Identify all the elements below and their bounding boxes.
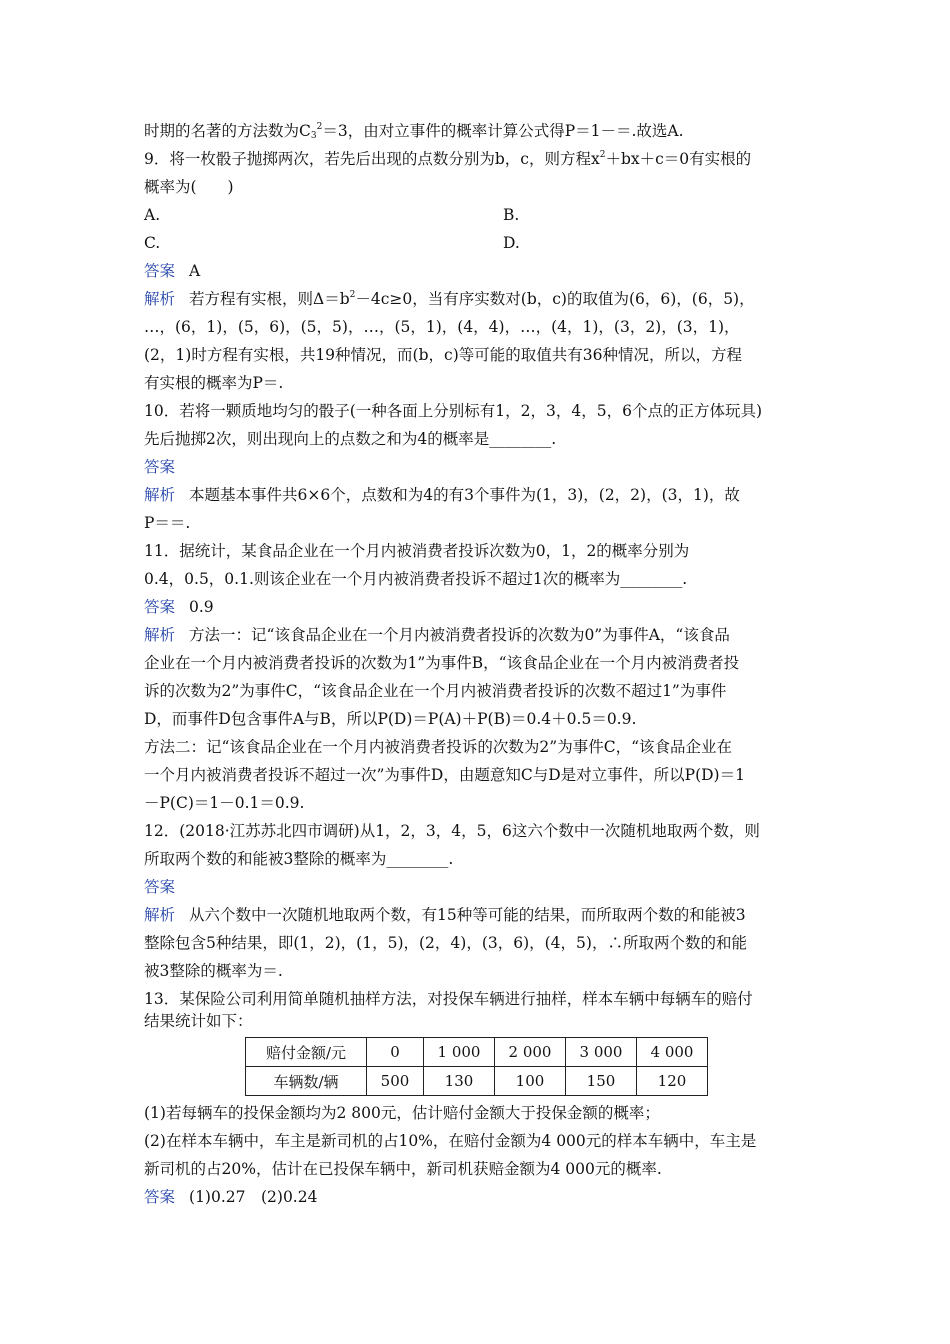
table-cell: 2 000: [495, 1038, 566, 1067]
question-13-cont: 结果统计如下：: [144, 1012, 253, 1030]
text-line: (2，1)时方程有实根，共19种情况，而(b，c)等可能的取值共有36种情况，所以，方程: [144, 346, 742, 364]
answer-12: [144, 877, 189, 897]
table-cell: 4 000: [637, 1038, 708, 1067]
text-line: －P(C)＝1－0.1＝0.9.: [144, 794, 305, 812]
text-line: 整除包含5种结果，即(1，2)，(1，5)，(2，4)，(3，6)，(4，5)，∴所取两个数的和能: [144, 934, 747, 952]
text-line: 新司机的占20%，估计在已投保车辆中，新司机获赔金额为4 000元的概率.: [144, 1160, 662, 1178]
analysis-label: 解析: [144, 486, 176, 504]
table-cell: 赔付金额/元: [246, 1038, 367, 1067]
table-cell: 车辆数/辆: [246, 1067, 367, 1096]
text-line: D，而事件D包含事件A与B，所以P(D)＝P(A)＋P(B)＝0.4＋0.5＝0.9.: [144, 710, 637, 728]
text-line: 时期的名著的方法数为$C_3^2=3$，由对立事件的概率计算公式得P＝1－＝.故选A.: [144, 122, 684, 141]
text-line: 诉的次数为2”为事件C，“该食品企业在一个月内被消费者投诉的次数不超过1”为事件: [144, 682, 727, 700]
question-9-cont: 概率为( ): [144, 178, 234, 196]
answer-label: 答案: [144, 262, 176, 280]
table-cell: 3 000: [566, 1038, 637, 1067]
table-cell: 500: [367, 1067, 424, 1096]
answer-label: 答案: [144, 598, 176, 616]
table-cell: 150: [566, 1067, 637, 1096]
answer-10: [144, 457, 189, 477]
text-line: 被3整除的概率为＝.: [144, 962, 283, 980]
question-13: 13．某保险公司利用简单随机抽样方法，对投保车辆进行抽样，样本车辆中每辆车的赔付: [144, 990, 753, 1008]
question-12-cont: 所取两个数的和能被3整除的概率为________.: [144, 850, 454, 868]
question-10: 10．若将一颗质地均匀的骰子(一种各面上分别标有1，2，3，4，5，6个点的正方体玩具): [144, 402, 762, 420]
text-line: 方法二：记“该食品企业在一个月内被消费者投诉的次数为2”为事件C，“该食品企业在: [144, 738, 732, 756]
option-d: D.: [503, 234, 520, 252]
table-row: [246, 1038, 708, 1067]
text-line: P＝＝.: [144, 514, 191, 532]
analysis-label: 解析: [144, 906, 176, 924]
payout-table: [245, 1037, 708, 1096]
table-cell: 120: [637, 1067, 708, 1096]
question-13-part-1: (1)若每辆车的投保金额均为2 800元，估计赔付金额大于投保金额的概率；: [144, 1104, 660, 1122]
option-b: B.: [503, 206, 520, 224]
table-cell: 0: [367, 1038, 424, 1067]
question-11: 11．据统计，某食品企业在一个月内被消费者投诉次数为0，1，2的概率分别为: [144, 542, 690, 560]
analysis-label: 解析: [144, 626, 176, 644]
analysis-11: 解析 方法一：记“该食品企业在一个月内被消费者投诉的次数为0”为事件A，“该食品: [144, 626, 730, 644]
question-12: 12．(2018·江苏苏北四市调研)从1，2，3，4，5，6这六个数中一次随机地取两个数，则: [144, 822, 760, 840]
analysis-12: 解析 从六个数中一次随机地取两个数，有15种等可能的结果，而所取两个数的和能被3: [144, 906, 746, 924]
answer-label: 答案: [144, 458, 176, 476]
table-row: [246, 1067, 708, 1096]
option-c: C.: [144, 234, 161, 252]
answer-label: 答案: [144, 878, 176, 896]
table-cell: 1 000: [424, 1038, 495, 1067]
text-line: 一个月内被消费者投诉不超过一次”为事件D，由题意知C与D是对立事件，所以P(D)＝1: [144, 766, 745, 784]
text-line: 有实根的概率为P＝.: [144, 374, 284, 392]
answer-9: 答案 A: [144, 262, 201, 280]
analysis-label: 解析: [144, 290, 176, 308]
table-cell: 130: [424, 1067, 495, 1096]
analysis-9: 解析 若方程有实根，则$\Delta=b^2-4c\ge 0$，当有序实数对(b，c)的取值为(6，6)，(6，5)，: [144, 290, 755, 308]
question-13-part-2: (2)在样本车辆中，车主是新司机的占10%，在赔付金额为4 000元的样本车辆中，车主是: [144, 1132, 757, 1150]
analysis-10: 解析 本题基本事件共6×6个，点数和为4的有3个事件为(1，3)，(2，2)，(3，1)，故: [144, 486, 740, 504]
question-10-cont: 先后抛掷2次，则出现向上的点数之和为4的概率是________.: [144, 430, 557, 448]
answer-13: 答案 (1)0.27 (2)0.24: [144, 1188, 318, 1206]
text-line: 企业在一个月内被消费者投诉的次数为1”为事件B，“该食品企业在一个月内被消费者投: [144, 654, 740, 672]
answer-label: 答案: [144, 1188, 176, 1206]
question-11-cont: 0.4，0.5，0.1.则该企业在一个月内被消费者投诉不超过1次的概率为________.: [144, 570, 688, 588]
question-9: 9．将一枚骰子抛掷两次，若先后出现的点数分别为b，c，则方程$x^2+bx+c=0$有实根的: [144, 150, 752, 168]
option-a: A.: [144, 206, 161, 224]
table-cell: 100: [495, 1067, 566, 1096]
answer-11: 答案 0.9: [144, 598, 214, 616]
text-line: …，(6，1)，(5，6)，(5，5)，…，(5，1)，(4，4)，…，(4，1)，(3，2)，(3，1)，: [144, 318, 740, 336]
